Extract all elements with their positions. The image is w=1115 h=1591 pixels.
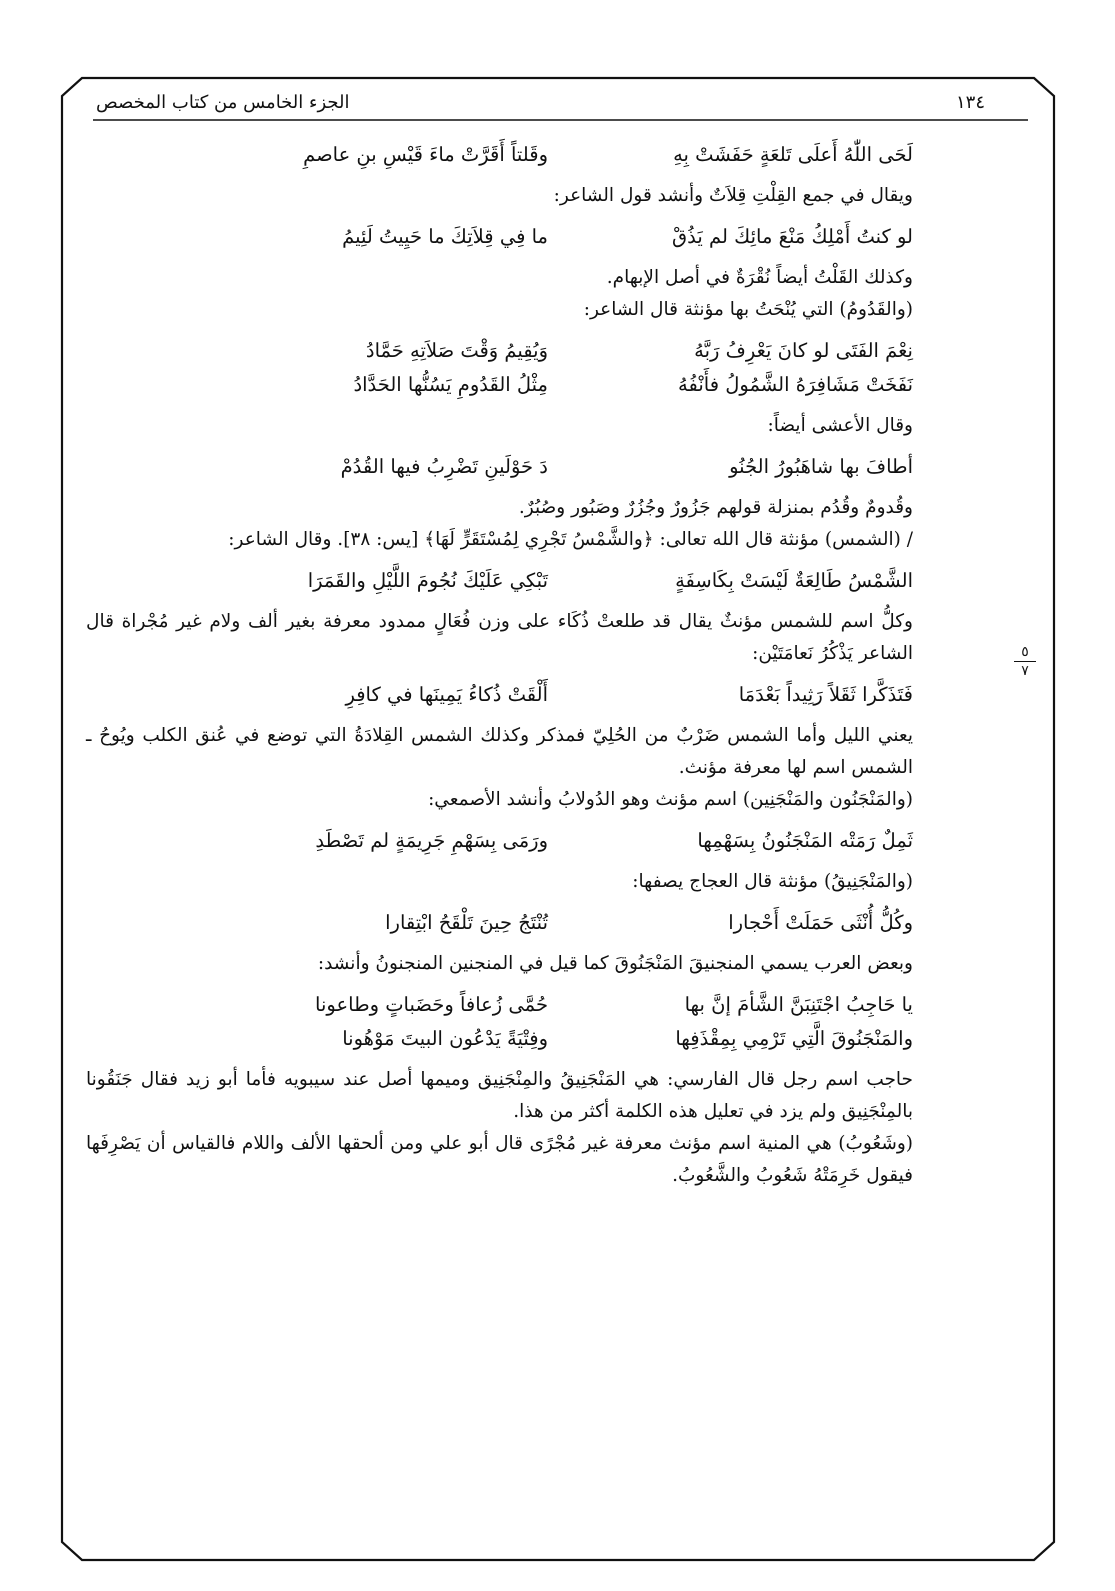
- verse-second-hemistich: ما فِي قِلاَتِكَ ما حَيِيتُ لَئِيمُ: [342, 225, 548, 248]
- prose-paragraph: وكذلك القَلْتُ أيضاً نُقْرَةٌ في أصل الإبهام.: [606, 267, 913, 288]
- marker-top: ٥: [1021, 644, 1029, 660]
- prose-paragraph: (وشَعُوبُ) هي المنية اسم مؤنث معرفة غير مُجْرًى قال أبو علي ومن ألحقها الألف واللام فالقياس أن يَصْرِفَها فيقول خَرِمَتْهُ شَعُوبُ والشَّعُوبُ.: [86, 1133, 913, 1186]
- verse-first-hemistich: ثَمِلٌ رَمَتْه المَنْجَنُونُ بِسَهْمِها: [697, 829, 913, 852]
- marker-bottom: ٧: [1021, 663, 1029, 679]
- prose-paragraph: وقال الأعشى أيضاً:: [767, 415, 913, 436]
- page-body: [86, 130, 948, 1192]
- verse-block: [86, 678, 948, 712]
- prose-paragraph: / (الشمس) مؤنثة قال الله تعالى: ﴿والشَّمْسُ تَجْرِي لِمُسْتَقَرٍّ لَهَا﴾ [يس: ٣٨]. وقال الشاعر:: [228, 529, 913, 550]
- verse-first-hemistich: أطافَ بها شاهَبُورُ الجُنُو: [729, 455, 913, 478]
- verse-first-hemistich: وكُلُّ أُنْثَى حَمَلَتْ أَحْجارا: [728, 911, 913, 934]
- book-title: الجزء الخامس من كتاب المخصص: [96, 92, 350, 113]
- verse-second-hemistich: تُنْتَجُ حِينَ تَلْقَحُ ابْتِقارا: [385, 911, 548, 934]
- prose-paragraph: (والمَنْجَنُون والمَنْجَنِين) اسم مؤنث وهو الدُولابُ وأنشد الأصمعي:: [428, 789, 913, 810]
- verse-first-hemistich: الشَّمْسُ طَالِعَةٌ لَيْسَتْ بِكَاسِفَةٍ: [675, 569, 913, 592]
- verse-block: [86, 906, 948, 940]
- verse-first-hemistich: يا حَاجِبُ اجْتَنِبَنَّ الشَّأمَ إنَّ بها: [684, 993, 913, 1016]
- verse-line: [86, 138, 948, 172]
- verse-block: [86, 824, 948, 858]
- verse-first-hemistich: لَحَى اللّٰهُ أَعلَى تَلعَةٍ حَفَشَتْ بِهِ: [673, 143, 913, 166]
- verse-line: [86, 564, 948, 598]
- verse-line: [86, 368, 948, 402]
- verse-second-hemistich: أَلْقَتْ ذُكاءُ يَمِينَها في كافِرِ: [345, 683, 548, 706]
- verse-second-hemistich: حُمَّى زُعافاً وحَضَباتٍ وطاعونا: [315, 993, 548, 1016]
- verse-block: [86, 564, 948, 598]
- prose-paragraph: حاجب اسم رجل قال الفارسي: هي المَنْجَنِيقُ والمِنْجَنِيق وميمها أصل عند سيبويه فأما أبو زيد فقال جَنَقُونا بالمِنْجَنِيق ولم يزد في تعليل هذه الكلمة أكثر من هذا.: [86, 1069, 913, 1122]
- verse-first-hemistich: لو كنتُ أَمْلِكُ مَنْعَ مائِكَ لم يَذُقْ: [672, 225, 913, 248]
- verse-block: [86, 138, 948, 172]
- margin-folio-marker: [1014, 645, 1036, 678]
- verse-second-hemistich: دَ حَوْلَينِ تَضْرِبُ فيها القُدُمْ: [340, 455, 548, 478]
- verse-block: [86, 988, 948, 1056]
- verse-line: [86, 1022, 948, 1056]
- prose-paragraph: ويقال في جمع القِلْتِ قِلاَتٌ وأنشد قول الشاعر:: [553, 185, 913, 206]
- verse-second-hemistich: وَيُقِيمُ وَقْتَ صَلاَتِهِ حَمَّادُ: [365, 339, 548, 362]
- verse-first-hemistich: نِعْمَ الفَتَى لو كانَ يَعْرِفُ رَبَّهُ: [694, 339, 913, 362]
- verse-block: [86, 334, 948, 402]
- verse-line: [86, 334, 948, 368]
- verse-second-hemistich: وقَلتاً أَقَرَّتْ ماءَ قَيْسِ بنِ عاصمِ: [303, 143, 548, 166]
- verse-first-hemistich: فَتَذَكَّرا ثَقَلاً رَثِيداً بَعْدَمَا: [738, 683, 913, 706]
- prose-paragraph: وكلُّ اسم للشمس مؤنثٌ يقال قد طلعتْ ذُكَاء على وزن فُعَالٍ ممدود معرفة بغير ألف ولام غير مُجْراة قال الشاعر يَذْكُرُ نَعامَتَيْن:: [86, 611, 913, 664]
- prose-paragraph: وقُدومٌ وقُدُم بمنزلة قولهم جَزُورٌ وجُزُرٌ وصَبُور وصُبُرٌ.: [518, 497, 913, 518]
- prose-paragraph: يعني الليل وأما الشمس ضَرْبٌ من الحُلِيّ فمذكر وكذلك الشمس القِلادَةُ التي توضع في عُنق الكلب ويُوحُ ـ الشمس اسم لها معرفة مؤنث.: [86, 725, 913, 778]
- verse-second-hemistich: تَبْكِي عَلَيْكَ نُجُومَ اللَّيْلِ والقَمَرَا: [307, 569, 548, 592]
- prose-paragraph: (والمَنْجَنِيقُ) مؤنثة قال العجاج يصفها:: [632, 871, 913, 892]
- verse-block: [86, 450, 948, 484]
- verse-second-hemistich: ورَمَى بِسَهْمِ جَرِيمَةٍ لم تَصْطَدِ: [315, 829, 548, 852]
- verse-line: [86, 678, 948, 712]
- prose-paragraph: (والقَدُومُ) التي يُنْحَتُ بها مؤنثة قال الشاعر:: [583, 299, 913, 320]
- prose-paragraph: وبعض العرب يسمي المنجنيقَ المَنْجَنُوقَ كما قيل في المنجنين المنجنونُ وأنشد:: [317, 953, 913, 974]
- verse-line: [86, 906, 948, 940]
- page-number: ١٣٤: [955, 92, 985, 113]
- verse-block: [86, 220, 948, 254]
- verse-first-hemistich: والمَنْجَنُوقَ الَّتِي تَرْمِي بِمِقْذَفِها: [675, 1027, 913, 1050]
- verse-second-hemistich: مِثْلُ القَدُومِ يَسُنُّها الحَدَّادُ: [353, 373, 548, 396]
- verse-line: [86, 824, 948, 858]
- verse-line: [86, 220, 948, 254]
- verse-line: [86, 450, 948, 484]
- verse-line: [86, 988, 948, 1022]
- verse-first-hemistich: نَفَخَتْ مَشَافِرَهُ الشَّمُولُ فأَنْفُهُ: [678, 373, 913, 396]
- verse-second-hemistich: وفِتْيَةً يَدْعُون البيتَ مَوْهُونا: [342, 1027, 548, 1050]
